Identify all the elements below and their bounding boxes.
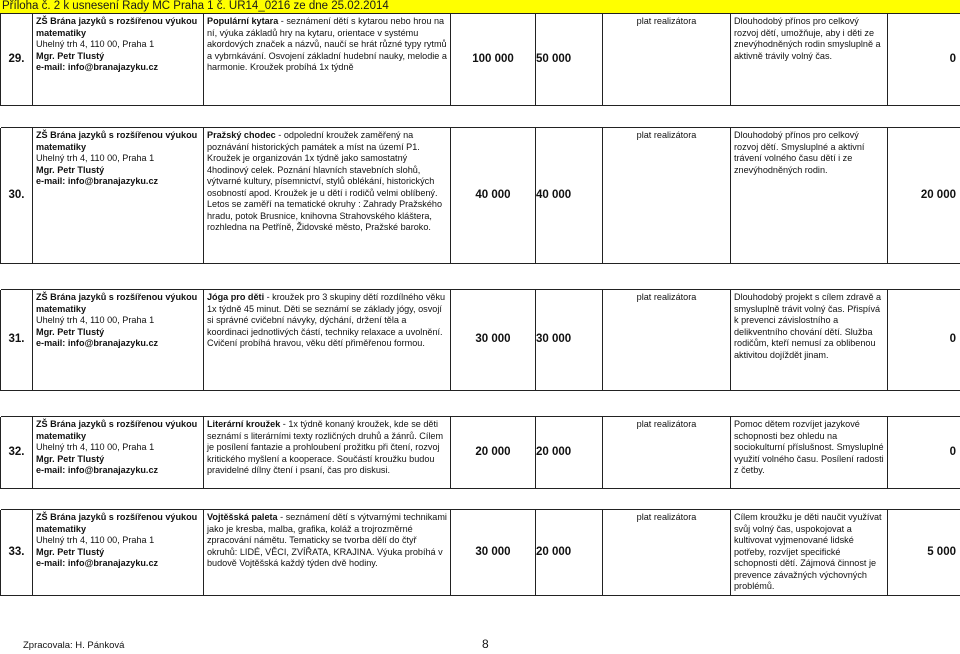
row-spacer	[1, 489, 960, 510]
description-cell	[204, 417, 451, 489]
org-address: Uhelný trh 4, 110 00, Praha 1	[36, 315, 155, 325]
org-address: Uhelný trh 4, 110 00, Praha 1	[36, 535, 155, 545]
org-name: ZŠ Brána jazyků s rozšířenou výukou	[36, 16, 198, 26]
org-email: e-mail: info@branajazyku.cz	[36, 338, 159, 348]
organization-cell	[33, 417, 204, 489]
row-number: 32.	[1, 417, 33, 489]
org-person: Mgr. Petr Tlustý	[36, 453, 105, 464]
spacer-cell	[1, 264, 960, 290]
org-email: e-mail: info@branajazyku.cz	[36, 176, 159, 186]
table-row	[1, 14, 960, 106]
benefit: Cílem kroužku je děti naučit využívat svůj volný čas, uspokojovat a kultivovat vyjmenované lidské potřeby, rozvíjet specifické schopnosti dětí. Zájmová činnost je prevence závažných výchovných problémů.	[731, 510, 888, 596]
org-address: Uhelný trh 4, 110 00, Praha 1	[36, 442, 155, 452]
org-email: e-mail: info@branajazyku.cz	[36, 465, 159, 475]
description-cell	[204, 510, 451, 596]
row-number: 33.	[1, 510, 33, 596]
project-title: Literární kroužek	[207, 419, 281, 429]
payer: plat realizátora	[603, 290, 731, 391]
payer: plat realizátora	[603, 417, 731, 489]
total-cost: 40 000	[451, 128, 536, 264]
org-person: Mgr. Petr Tlustý	[36, 164, 105, 175]
organization-cell	[33, 14, 204, 106]
project-description: - kroužek pro 3 skupiny dětí rozdílného věku 1x týdně 45 minut. Děti se seznámí se základy jógy, osvojí si správné cvičební návyky, dýchání, držení těla a koordinaci jednotlivých částí, techniky relaxace a uvolnění. Cvičení probíhá hravou, věku dětí přiměřenou formou.	[207, 292, 446, 348]
benefit: Dlouhodobý projekt s cílem zdravě a smysluplně trávit volný čas. Přispívá k prevenci závislostního a delikventního chování dětí. Služba rodičům, kteří nemusí za oblibenou aktivitou dojíždět jinam.	[731, 290, 888, 391]
row-number: 30.	[1, 128, 33, 264]
organization-cell	[33, 290, 204, 391]
row-spacer	[1, 106, 960, 128]
granted-amount: 5 000	[888, 510, 960, 596]
row-number: 29.	[1, 14, 33, 106]
total-cost: 100 000	[451, 14, 536, 106]
org-name-2: matematiky	[36, 523, 87, 534]
project-description: - odpolední kroužek zaměřený na poznávání historických památek a míst na území P1. Kroužek je organizován 1x týdně jako samostatný 4hodinový celek. Poznání hlavních stavebních slohů, výtvarné kultury, písemnictví, stylů oblékání, historických osobností apod. Kroužek je u dětí i rodičů velmi oblíbený. Letos se zaměří na tematické okruhy : Zahrady Pražského hradu, potok Brusnice, knihovna Strahovského kláštera, rozhledna na Petříně, Židovské město, Pražské baroko.	[207, 130, 443, 232]
requested-amount: 20 000	[536, 510, 603, 596]
description-cell	[204, 290, 451, 391]
org-person: Mgr. Petr Tlustý	[36, 326, 105, 337]
org-name: ZŠ Brána jazyků s rozšířenou výukou	[36, 130, 198, 140]
project-description: - 1x týdně konaný kroužek, kde se děti seznámí s literárními texty rozličných druhů a žánrů. Cílem je posílení fantazie a prohloubení prožitku při čtení, rozvoj kritického myšlení a kooperace. Součástí kroužku budou pravidelné dílny čtení i psaní, čas pro diskusi.	[207, 419, 444, 475]
org-email: e-mail: info@branajazyku.cz	[36, 558, 159, 568]
org-name: ZŠ Brána jazyků s rozšířenou výukou	[36, 292, 198, 302]
org-person: Mgr. Petr Tlustý	[36, 546, 105, 557]
project-description: - seznámení dětí s výtvarnými technikami jako je kresba, malba, grafika, koláž a trojrozměrné zpracování námětu. Tematicky se tvorba dělí do čtyř okruhů: LIDÉ, VĚCI, ZVÍŘATA, KRAJINA. Výuka probíhá v budově Vojtěšská každý týden dvě hodiny.	[207, 512, 447, 568]
header-text: Příloha č. 2 k usnesení Rady MČ Praha 1 č. UR14_0216 ze dne 25.02.2014	[2, 0, 389, 12]
org-person: Mgr. Petr Tlustý	[36, 50, 105, 61]
project-title: Pražský chodec	[207, 130, 276, 140]
org-name-2: matematiky	[36, 430, 87, 441]
table-row	[1, 417, 960, 489]
organization-cell	[33, 128, 204, 264]
org-email: e-mail: info@branajazyku.cz	[36, 62, 159, 72]
granted-amount: 0	[888, 417, 960, 489]
header-band	[0, 0, 960, 13]
page-number: 8	[482, 637, 489, 651]
total-cost: 30 000	[451, 290, 536, 391]
org-name-2: matematiky	[36, 303, 87, 314]
description-cell	[204, 14, 451, 106]
organization-cell	[33, 510, 204, 596]
row-spacer	[1, 391, 960, 417]
benefit: Pomoc dětem rozvíjet jazykové schopnosti bez ohledu na sociokulturní příslušnost. Smysluplné využití volného času. Posílení radosti z četby.	[731, 417, 888, 489]
project-title: Jóga pro děti	[207, 292, 265, 302]
requested-amount: 50 000	[536, 14, 603, 106]
payer: plat realizátora	[603, 14, 731, 106]
spacer-cell	[1, 489, 960, 510]
requested-amount: 20 000	[536, 417, 603, 489]
requested-amount: 30 000	[536, 290, 603, 391]
granted-amount: 0	[888, 290, 960, 391]
project-description: - seznámení dětí s kytarou nebo hrou na ní, výuka základů hry na kytaru, orientace v systému akordových značek a názvů, naučí se hrát různé typy rytmů a vybrnkávání. Osvojení základní hudební nauky, melodie a harmonie. Kroužek probíhá 1x týdně	[207, 16, 447, 72]
payer: plat realizátora	[603, 128, 731, 264]
granted-amount: 0	[888, 14, 960, 106]
footer-prepared-by: Zpracovala: H. Pánková	[23, 640, 125, 651]
org-name-2: matematiky	[36, 27, 87, 38]
org-name-2: matematiky	[36, 141, 87, 152]
grant-table	[0, 13, 960, 596]
row-number: 31.	[1, 290, 33, 391]
description-cell	[204, 128, 451, 264]
benefit: Dlouhodobý přínos pro celkový rozvoj dětí. Smysluplné a aktivní trávení volného času dětí i ze znevýhodněných rodin.	[731, 128, 888, 264]
requested-amount: 40 000	[536, 128, 603, 264]
benefit: Dlouhodobý přínos pro celkový rozvoj dětí, umožňuje, aby i děti ze znevýhodněných rodin smysluplně a aktivně trávily volný čas.	[731, 14, 888, 106]
table-row	[1, 290, 960, 391]
table-row	[1, 510, 960, 596]
row-spacer	[1, 264, 960, 290]
payer: plat realizátora	[603, 510, 731, 596]
project-title: Vojtěšská paleta	[207, 512, 278, 522]
total-cost: 20 000	[451, 417, 536, 489]
org-name: ZŠ Brána jazyků s rozšířenou výukou	[36, 419, 198, 429]
spacer-cell	[1, 391, 960, 417]
project-title: Populární kytara	[207, 16, 279, 26]
table-row	[1, 128, 960, 264]
granted-amount: 20 000	[888, 128, 960, 264]
org-address: Uhelný trh 4, 110 00, Praha 1	[36, 153, 155, 163]
org-address: Uhelný trh 4, 110 00, Praha 1	[36, 39, 155, 49]
spacer-cell	[1, 106, 960, 128]
total-cost: 30 000	[451, 510, 536, 596]
org-name: ZŠ Brána jazyků s rozšířenou výukou	[36, 512, 198, 522]
